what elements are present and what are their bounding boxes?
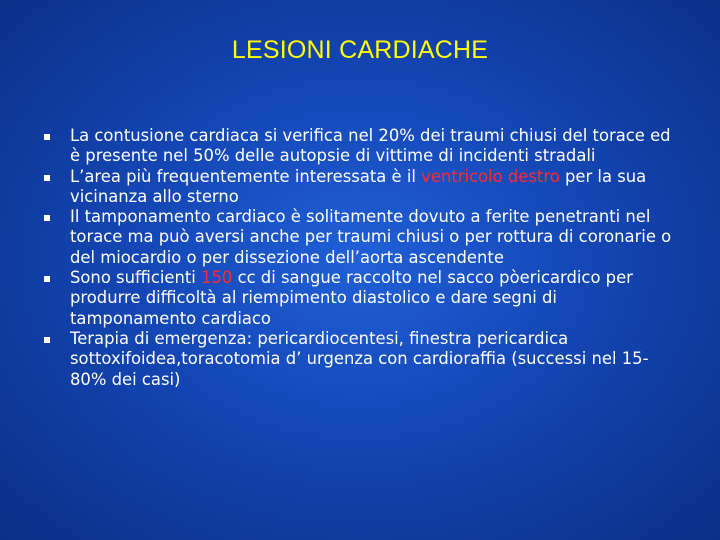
square-bullet-icon	[44, 134, 50, 140]
square-bullet-icon	[44, 276, 50, 282]
bullet-text: Il tamponamento cardiaco è solitamente dovuto a ferite penetranti nel torace ma può aversi anche per traumi chiusi o per rottura di coronarie o del miocardio o per dissezione dell’aorta ascendente	[70, 207, 672, 267]
bullet-item	[44, 167, 684, 208]
bullet-text: cc di sangue raccolto nel sacco pòericardico per produrre difficoltà al riempimento diastolico e dare segni di tamponamento cardiaco	[70, 268, 633, 328]
bullet-item	[44, 207, 684, 268]
bullet-item	[44, 268, 684, 329]
bullet-list	[44, 126, 684, 390]
bullet-text: Sono sufficienti	[70, 268, 202, 288]
highlighted-text: 150	[201, 268, 233, 288]
square-bullet-icon	[44, 215, 50, 221]
square-bullet-icon	[44, 175, 50, 181]
bullet-item	[44, 126, 684, 167]
bullet-text: L’area più frequentemente interessata è il	[70, 166, 422, 186]
square-bullet-icon	[44, 337, 50, 343]
highlighted-text: ventricolo destro	[421, 166, 560, 186]
bullet-text: Terapia di emergenza: pericardiocentesi, finestra pericardica sottoxifoidea,toracotomia d’ urgenza con cardioraffia (successi nel 15-80% dei casi)	[70, 328, 649, 389]
bullet-item	[44, 329, 684, 390]
bullet-text: per la sua vicinanza allo sterno	[70, 166, 647, 206]
slide-title: LESIONI CARDIACHE	[231, 36, 489, 64]
bullet-text: La contusione cardiaca si verifica nel 20% dei traumi chiusi del torace ed è presente nel 50% delle autopsie di vittime di incidenti stradali	[70, 126, 671, 166]
